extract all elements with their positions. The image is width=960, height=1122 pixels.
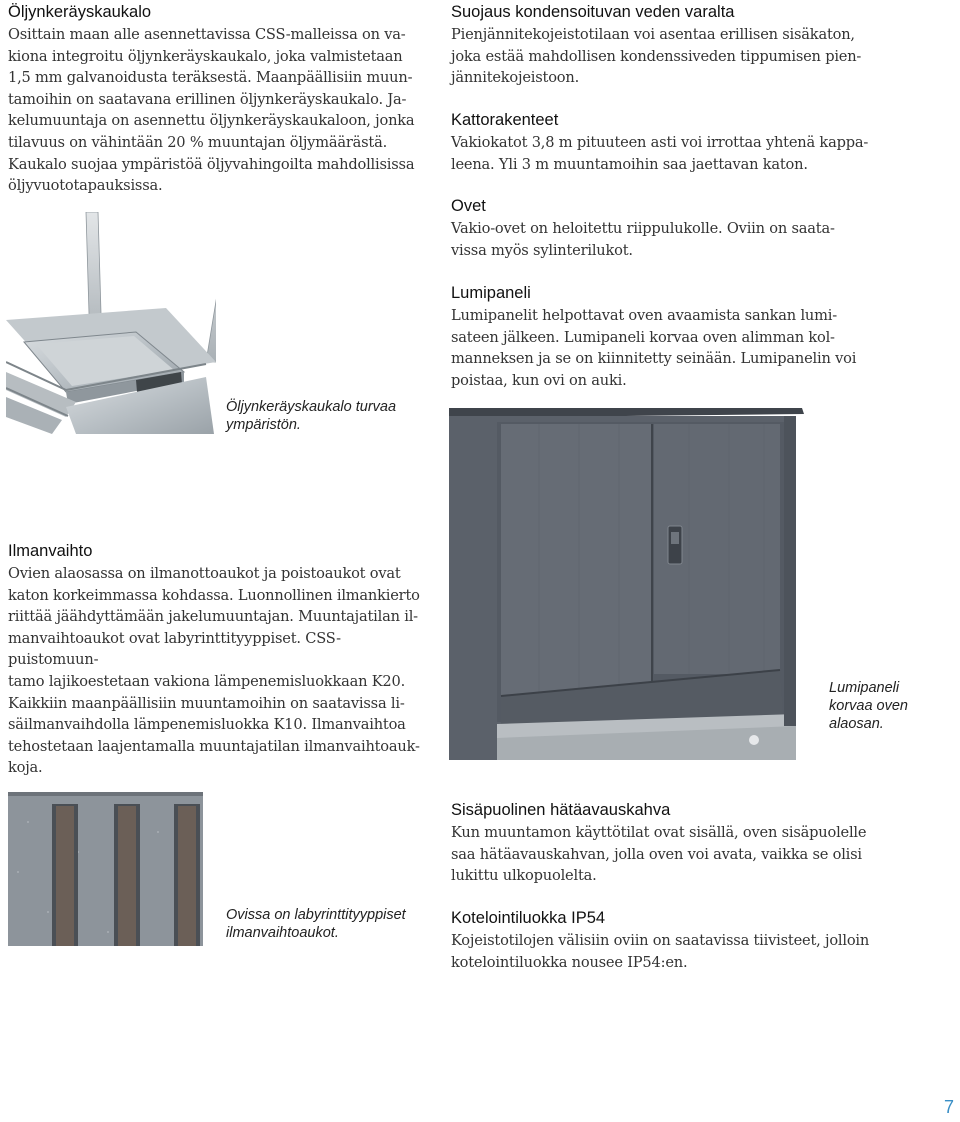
section-condensation bbox=[451, 2, 931, 89]
body-ventilation: Ovien alaosassa on ilmanottoaukot ja poistoaukot ovat katon korkeimmassa kohdassa. Luonnollinen ilmankierto riittää jäähdyttämään jakelumuuntajan. Muuntajatilan il- manvaihtoaukot ovat labyrinttityyppiset. CSS-puistomuun- tamo lajikoestetaan vakiona lämpenemisluokkaan K20. Kaikkiin maanpäällisiin muuntamoihin on saatavissa li- säilmanvaihdolla lämpenemisluokka K10. Ilmanvaihtoa tehostetaan laajentamalla muuntajatilan ilmanvaihtoauk- koja. bbox=[8, 565, 420, 777]
heading-doors: Ovet bbox=[451, 197, 486, 215]
caption-snow-panel: Lumipaneli korvaa oven alaosan. bbox=[829, 680, 908, 732]
section-snow-panel bbox=[451, 283, 931, 391]
vent-photo bbox=[8, 792, 203, 946]
caption-vents: Ovissa on labyrinttityyppiset ilmanvaihtoaukot. bbox=[226, 907, 406, 941]
section-roof bbox=[451, 110, 931, 175]
door-photo bbox=[449, 408, 804, 760]
heading-ventilation: Ilmanvaihto bbox=[8, 542, 93, 560]
heading-oil-tray: Öljynkeräyskaukalo bbox=[8, 3, 152, 21]
heading-snow-panel: Lumipaneli bbox=[451, 284, 531, 302]
body-emergency-handle: Kun muuntamon käyttötilat ovat sisällä, oven sisäpuolelle saa hätäavauskahvan, jolla oven voi avata, vaikka se olisi lukittu ulkopuolelta. bbox=[451, 824, 867, 885]
section-emergency-handle bbox=[451, 800, 931, 887]
body-condensation: Pienjännitekojeistotilaan voi asentaa erillisen sisäkaton, joka estää mahdollisen kondenssiveden tippumisen pien- jännitekojeistoon. bbox=[451, 26, 862, 87]
section-oil-tray bbox=[8, 2, 428, 197]
heading-roof: Kattorakenteet bbox=[451, 111, 559, 129]
page-number: 7 bbox=[943, 1097, 954, 1117]
body-roof: Vakiokatot 3,8 m pituuteen asti voi irrottaa yhtenä kappa- leena. Yli 3 m muuntamoihin saa jaettavan katon. bbox=[451, 134, 869, 173]
caption-oil-tray: Öljynkeräyskaukalo turvaa ympäristön. bbox=[226, 399, 397, 433]
body-doors: Vakio-ovet on heloitettu riippulukolle. Oviin on saata- vissa myös sylinterilukot. bbox=[451, 220, 835, 259]
heading-emergency-handle: Sisäpuolinen hätäavauskahva bbox=[451, 801, 671, 819]
heading-condensation: Suojaus kondensoituvan veden varalta bbox=[451, 3, 735, 21]
section-doors bbox=[451, 196, 931, 261]
heading-ip54: Kotelointiluokka IP54 bbox=[451, 909, 606, 927]
body-snow-panel: Lumipanelit helpottavat oven avaamista sankan lumi- sateen jälkeen. Lumipaneli korvaa oven alimman kol- manneksen ja se on kiinnitetty seinään. Lumipanelin voi poistaa, kun ovi on auki. bbox=[451, 307, 857, 389]
body-ip54: Kojeistotilojen välisiin oviin on saatavissa tiivisteet, jolloin kotelointiluokka nousee IP54:en. bbox=[451, 932, 870, 971]
section-ip54 bbox=[451, 908, 931, 973]
oil-tray-photo bbox=[6, 212, 216, 434]
body-oil-tray: Osittain maan alle asennettavissa CSS-malleissa on va- kiona integroitu öljynkeräyskaukalo, joka valmistetaan 1,5 mm galvanoidusta teräksestä. Maanpäällisiin muun- tamoihin on saatavana erillinen öljynkeräyskaukalo. Ja- kelumuuntaja on asennettu öljynkeräyskaukaloon, jonka tilavuus on vähintään 20 % muuntajan öljymäärästä. Kaukalo suojaa ympäristöä öljyvahingoilta mahdollisissa öljyvuototapauksissa. bbox=[8, 26, 415, 195]
section-ventilation bbox=[8, 541, 428, 779]
